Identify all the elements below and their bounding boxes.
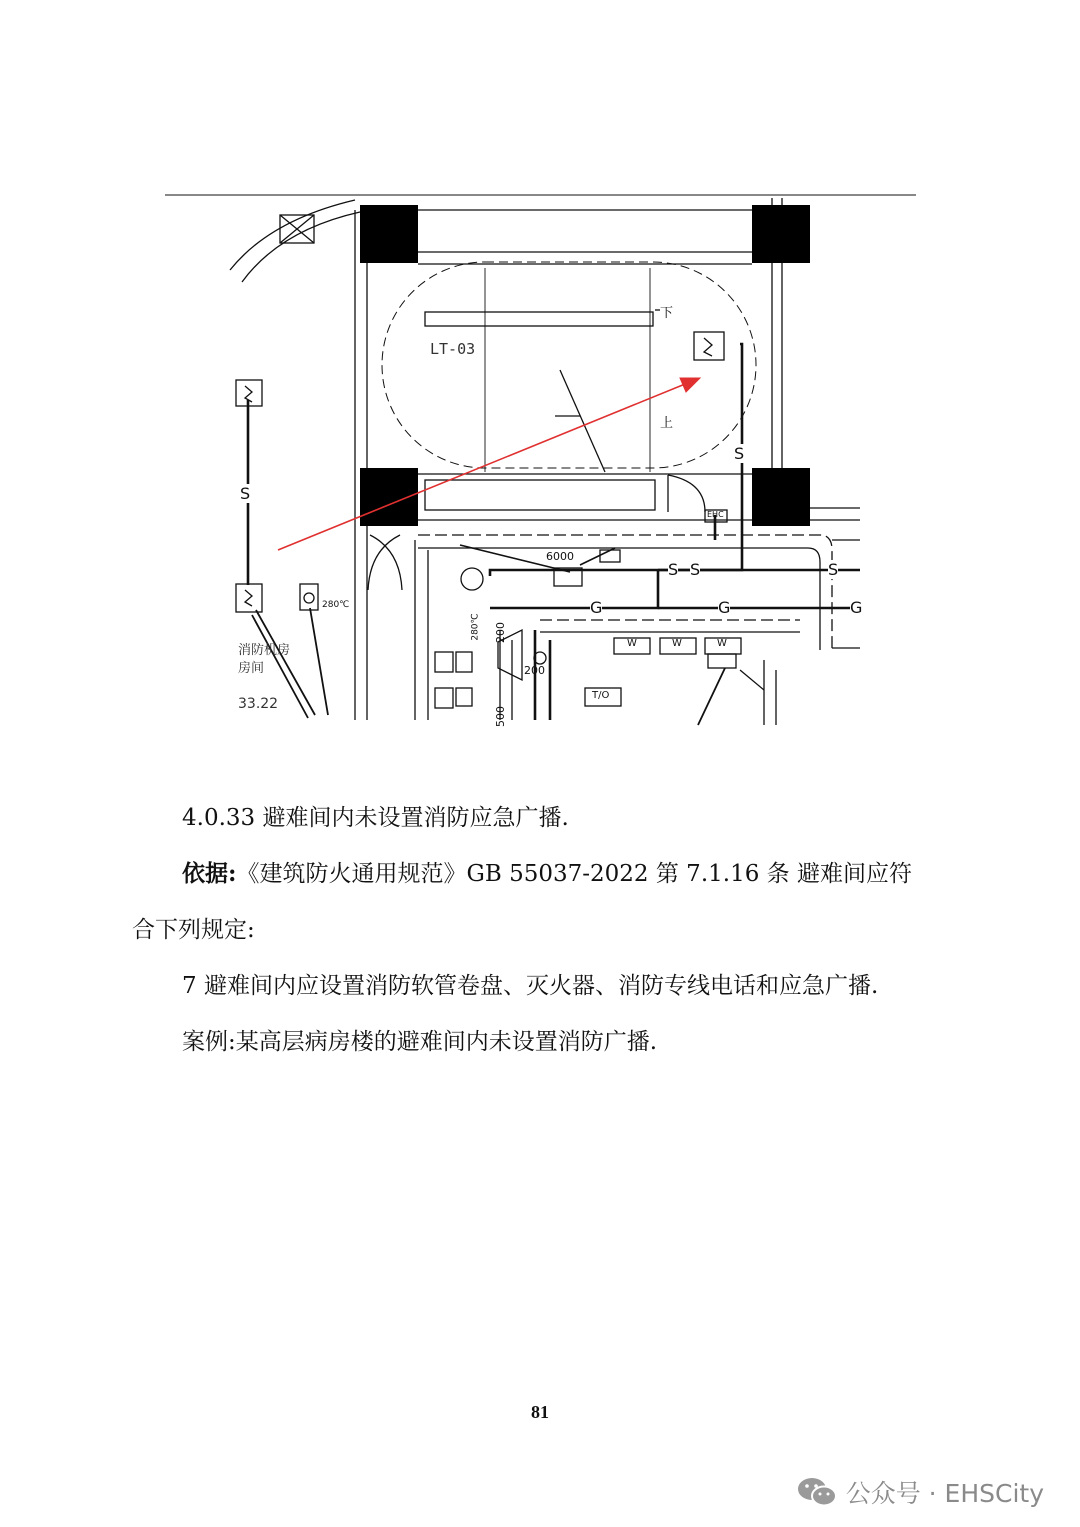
basis-label: 依据: <box>182 860 237 887</box>
case-text: 某高层病房楼的避难间内未设置消防广播. <box>235 1029 658 1055</box>
dim-label-200a: 200 <box>494 622 507 643</box>
page-number: 81 <box>531 1402 549 1422</box>
s-mark-right: S <box>734 444 745 463</box>
temp-label-left: 280℃ <box>322 600 350 610</box>
t-box-label: T/O <box>592 690 610 701</box>
watermark-text: 公众号 · EHSCity <box>845 1479 1044 1508</box>
wechat-icon <box>796 1475 838 1509</box>
dim-label-6000: 6000 <box>546 550 574 563</box>
w-box-label-3: W <box>717 638 727 649</box>
rule-item: 7 避难间内应设置消防软管卷盘、灭火器、消防专线电话和应急广播. <box>182 973 879 999</box>
basis-continuation: 合下列规定: <box>132 917 255 943</box>
cad-floor-plan <box>160 190 920 730</box>
ehc-label: EHC <box>707 510 724 519</box>
case-paragraph <box>132 1014 952 1070</box>
w-box-label-1: W <box>627 638 637 649</box>
s-mark-pipe-3: S <box>828 560 839 579</box>
up-label: 上 <box>660 416 674 431</box>
document-body <box>132 790 952 1070</box>
w-box-label-2: W <box>672 638 682 649</box>
case-label: 案例: <box>182 1029 236 1055</box>
dim-label-200b: 200 <box>524 664 545 677</box>
g-mark-3: G <box>850 598 863 617</box>
watermark <box>796 1474 1044 1510</box>
basis-text: 《建筑防火通用规范》GB 55037-2022 第 7.1.16 条 避难间应符 <box>236 861 912 887</box>
g-mark-2: G <box>718 598 731 617</box>
g-mark-1: G <box>590 598 603 617</box>
s-mark-pipe-2: S <box>690 560 701 579</box>
s-mark-pipe-1: S <box>668 560 679 579</box>
item-heading: 4.0.33 避难间内未设置消防应急广播. <box>182 805 569 831</box>
temp-label-mid: 280℃ <box>470 613 481 641</box>
basis-paragraph <box>132 846 952 902</box>
down-label: 下 <box>660 306 674 321</box>
s-mark-left: S <box>240 484 251 503</box>
room-name-label: 消防机房 房间 <box>238 643 291 676</box>
elevation-label: 33.22 <box>238 696 279 712</box>
dim-label-500: 500 <box>494 706 507 727</box>
stair-id-label: LT-03 <box>430 340 476 358</box>
